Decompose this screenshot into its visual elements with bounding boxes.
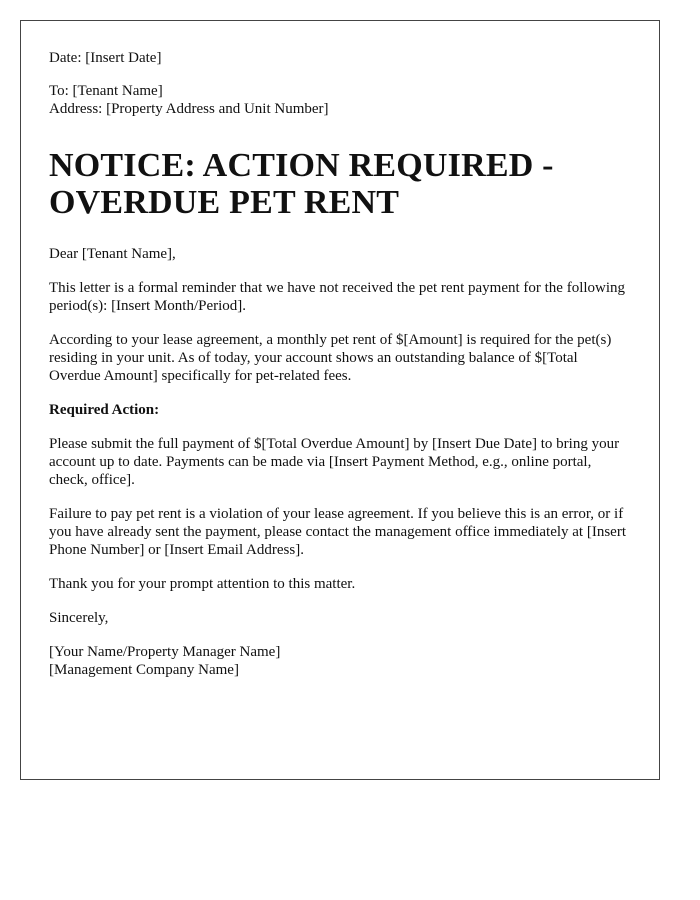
required-action-label: Required Action: <box>49 402 160 418</box>
address-line: Address: [Property Address and Unit Number] <box>49 101 329 117</box>
notice-heading <box>49 147 631 221</box>
payment-paragraph: Please submit the full payment of $[Total Overdue Amount] by [Insert Due Date] to bring your account up to date. Payments can be made via [Insert Payment Method, e.g., online portal, check, office]. <box>49 436 620 488</box>
letter-page <box>20 20 660 780</box>
closing-line: Sincerely, <box>49 610 109 626</box>
thanks-line: Thank you for your prompt attention to this matter. <box>49 576 356 592</box>
reminder-paragraph: This letter is a formal reminder that we have not received the pet rent payment for the following period(s): [Insert Month/Period]. <box>49 280 626 314</box>
notice-heading-line-1: NOTICE: ACTION REQUIRED - <box>49 147 554 184</box>
recipient-line: To: [Tenant Name] <box>49 83 163 99</box>
signature-block <box>49 643 631 679</box>
notice-heading-line-2: OVERDUE PET RENT <box>49 184 400 221</box>
company-name: [Management Company Name] <box>49 662 239 678</box>
salutation: Dear [Tenant Name], <box>49 246 176 262</box>
lease-paragraph: According to your lease agreement, a monthly pet rent of $[Amount] is required for the pet(s) residing in your unit. As of today, your account shows an outstanding balance of $[Total Overdue Amount] specifically for pet-related fees. <box>49 332 612 384</box>
date-line: Date: [Insert Date] <box>49 50 162 66</box>
signer-name: [Your Name/Property Manager Name] <box>49 644 281 660</box>
violation-paragraph: Failure to pay pet rent is a violation of your lease agreement. If you believe this is an error, or if you have already sent the payment, please contact the management office immediately at [Insert Phone Number] or [Insert Email Address]. <box>49 506 626 558</box>
